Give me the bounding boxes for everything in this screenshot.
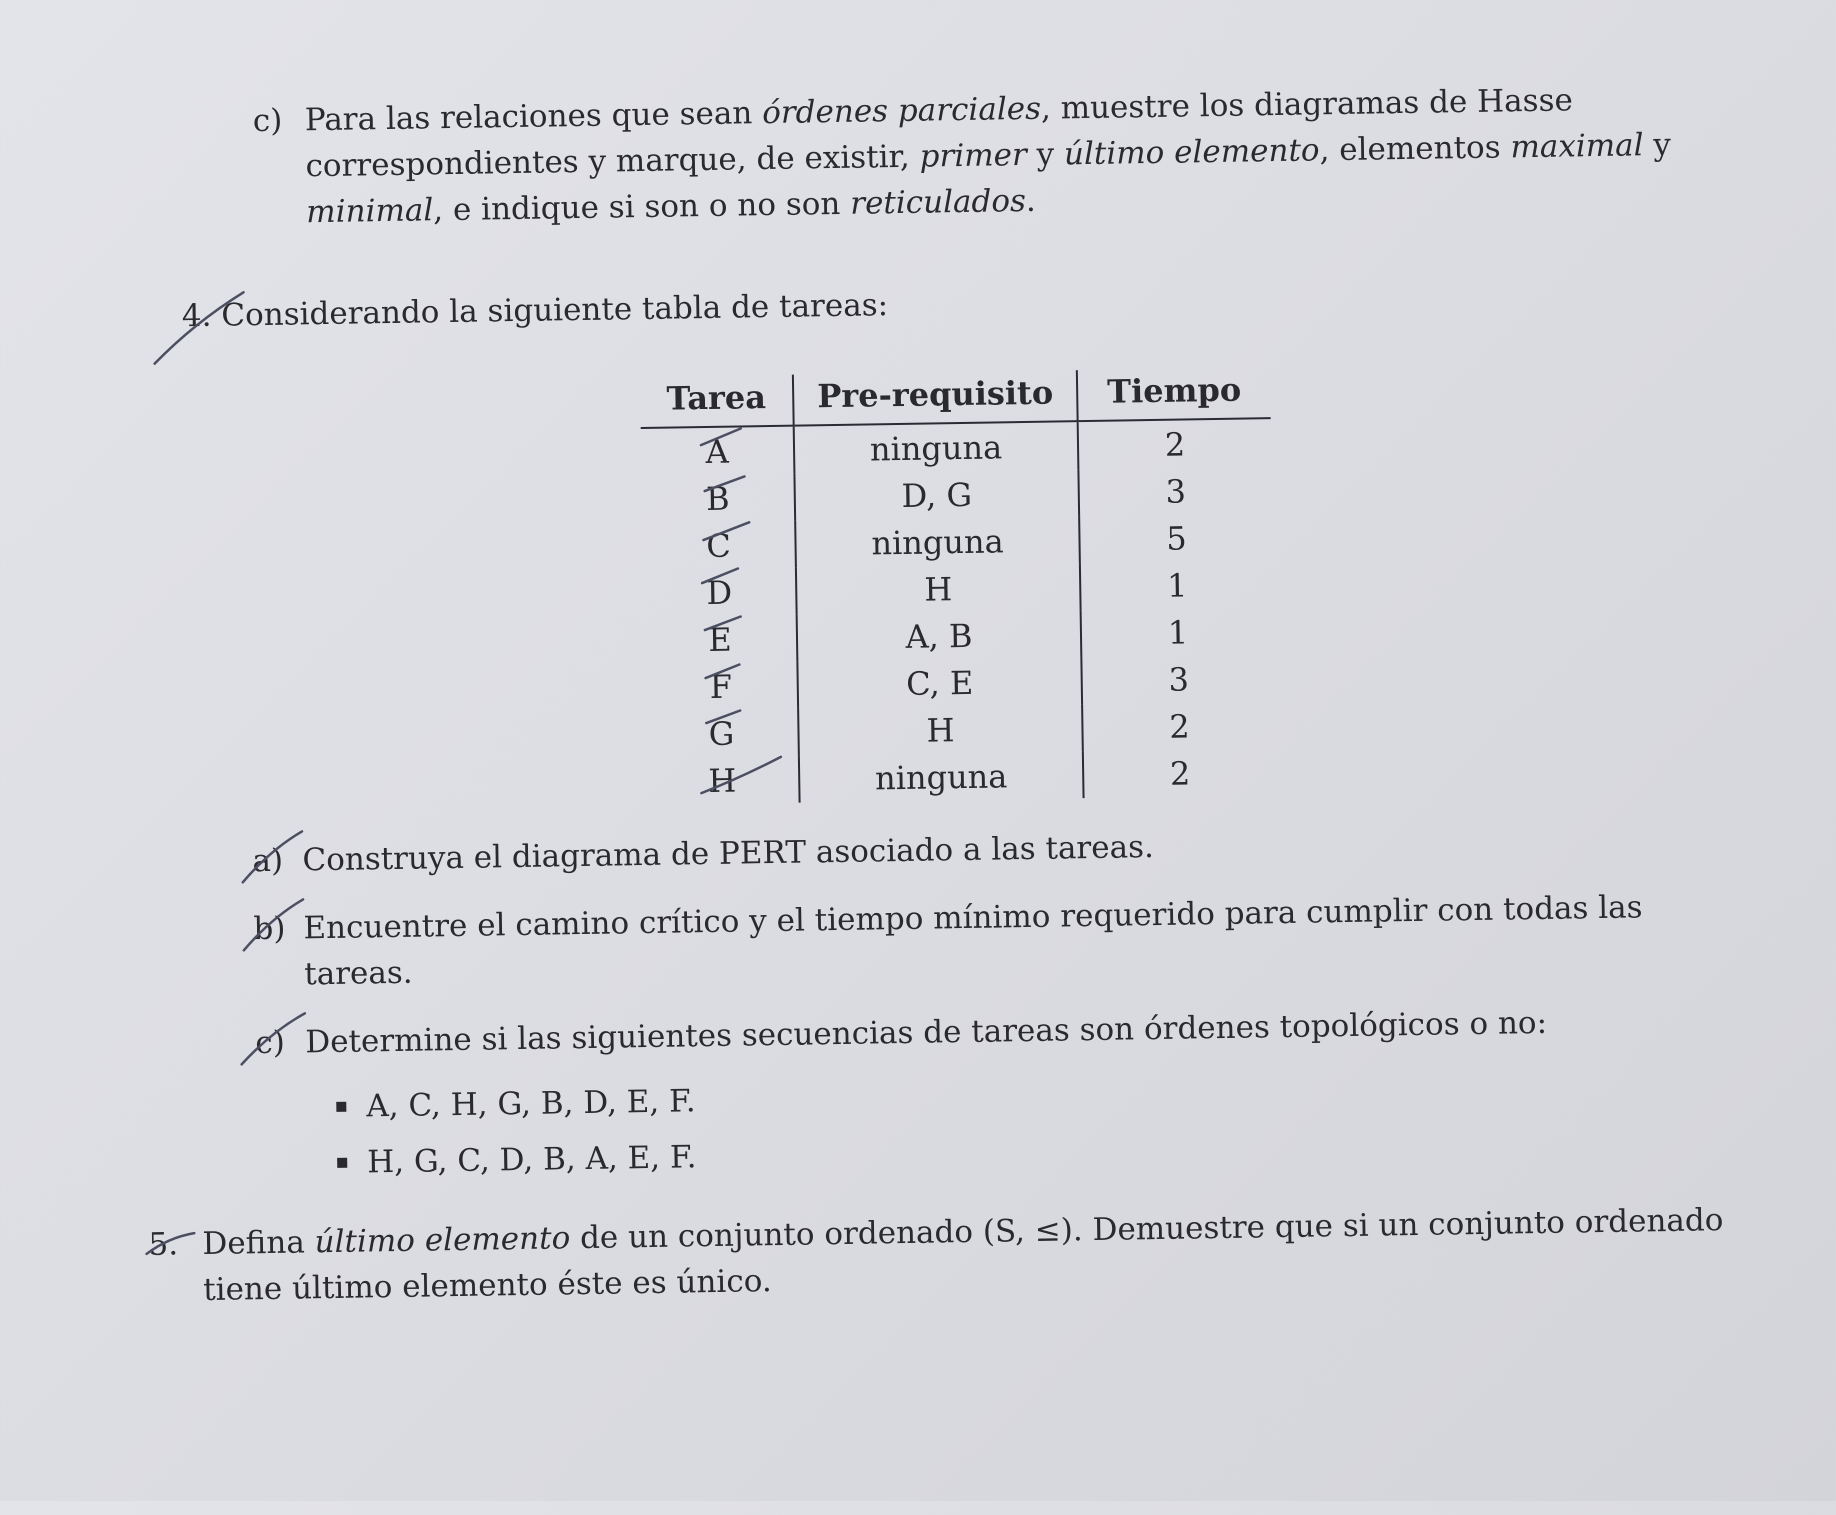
cell-prereq: H xyxy=(798,704,1083,755)
subitem-c-label: c) xyxy=(255,1024,286,1062)
check-mark-icon xyxy=(241,1013,306,1064)
cell-tarea: D xyxy=(643,568,797,617)
text-run: , elementos xyxy=(1319,129,1511,169)
cell-tiempo: 2 xyxy=(1169,753,1191,793)
subitem-b-text: Encuentre el camino crítico y el tiempo mínimo requerido para cumplir con todas las tareas. xyxy=(303,889,1643,993)
tick-mark-icon xyxy=(701,428,741,445)
cell-tarea: C xyxy=(642,521,796,570)
tick-mark-icon xyxy=(701,757,782,793)
cell-prereq: ninguna xyxy=(795,516,1080,567)
cell-prereq: C, E xyxy=(797,657,1082,708)
cell-tiempo: 3 xyxy=(1168,659,1190,699)
tick-mark-icon xyxy=(704,476,744,491)
cell-prereq: ninguna xyxy=(794,421,1079,473)
cell-prereq: H xyxy=(796,563,1081,614)
sequence-text: A, C, H, G, B, D, E, F. xyxy=(366,1083,696,1125)
subitem-a-label: a) xyxy=(252,842,284,880)
term-ordenes-parciales: órdenes parciales xyxy=(761,90,1042,132)
tick-mark-icon xyxy=(706,711,740,724)
term-maximal: maximal xyxy=(1510,127,1644,166)
cell-tarea: G xyxy=(645,709,799,758)
check-mark-icon xyxy=(146,1233,194,1254)
item-4-label: 4. xyxy=(181,297,212,335)
term-ultimo-elemento: último elemento xyxy=(314,1220,571,1261)
tick-mark-icon xyxy=(702,569,738,584)
cell-tarea: A xyxy=(641,426,795,476)
subitem-a-text: Construya el diagrama de PERT asociado a las tareas. xyxy=(302,829,1155,879)
cell-prereq: ninguna xyxy=(799,751,1084,802)
cell-tiempo: 3 xyxy=(1165,471,1187,511)
cell-tiempo: 2 xyxy=(1168,706,1190,746)
term-reticulados: reticulados xyxy=(849,182,1027,222)
item-4-text: Considerando la siguiente tabla de tareas: xyxy=(221,287,889,334)
text-run: . xyxy=(1025,182,1037,219)
subitem-c-text: Determine si las siguientes secuencias de tareas son órdenes topológicos o no: xyxy=(305,1004,1548,1061)
check-mark-icon xyxy=(243,899,304,950)
cell-prereq: A, B xyxy=(797,610,1082,661)
item-c-label: c) xyxy=(252,102,283,140)
text-run: de un conjunto ordenado xyxy=(569,1213,984,1257)
cell-tiempo: 1 xyxy=(1166,565,1188,605)
text-run: , e indique si son o no son xyxy=(432,185,851,229)
text-run: . Demuestre que si un conjunto ordenado tiene último elemento éste es único. xyxy=(202,1202,1724,1309)
term-primer: primer xyxy=(919,136,1028,175)
subitem-b-label: b) xyxy=(253,910,286,948)
sequence-text: H, G, C, D, B, A, E, F. xyxy=(366,1139,697,1181)
cell-tiempo: 2 xyxy=(1164,424,1186,464)
check-mark-icon xyxy=(154,292,245,363)
tick-mark-icon xyxy=(703,522,749,540)
header-tarea: Tarea xyxy=(640,375,794,428)
header-prerequisito: Pre-requisito xyxy=(793,370,1078,425)
header-tiempo: Tiempo xyxy=(1077,367,1271,421)
check-mark-icon xyxy=(242,831,303,882)
cell-tarea: E xyxy=(644,615,798,664)
cell-tarea: B xyxy=(641,474,795,523)
tick-mark-icon xyxy=(705,665,739,679)
tick-mark-icon xyxy=(705,616,741,630)
text-run: Para las relaciones que sean xyxy=(304,95,763,139)
text-run: y xyxy=(1643,126,1672,164)
cell-tiempo: 5 xyxy=(1166,518,1187,558)
cell-tiempo: 1 xyxy=(1167,612,1189,652)
text-run: Defina xyxy=(202,1224,315,1263)
term-minimal: minimal xyxy=(305,192,434,231)
cell-tarea: F xyxy=(644,662,798,711)
term-ultimo-elemento: último elemento xyxy=(1063,132,1320,173)
math-ordered-set: (S, ≤) xyxy=(982,1212,1074,1250)
cell-tarea: H xyxy=(646,756,800,805)
cell-prereq: D, G xyxy=(794,469,1079,520)
text-run: , muestre los diagramas de Hasse correspondientes y marque, de existir, xyxy=(305,82,1574,185)
item-5-label: 5. xyxy=(148,1226,179,1263)
text-run: y xyxy=(1026,136,1065,173)
